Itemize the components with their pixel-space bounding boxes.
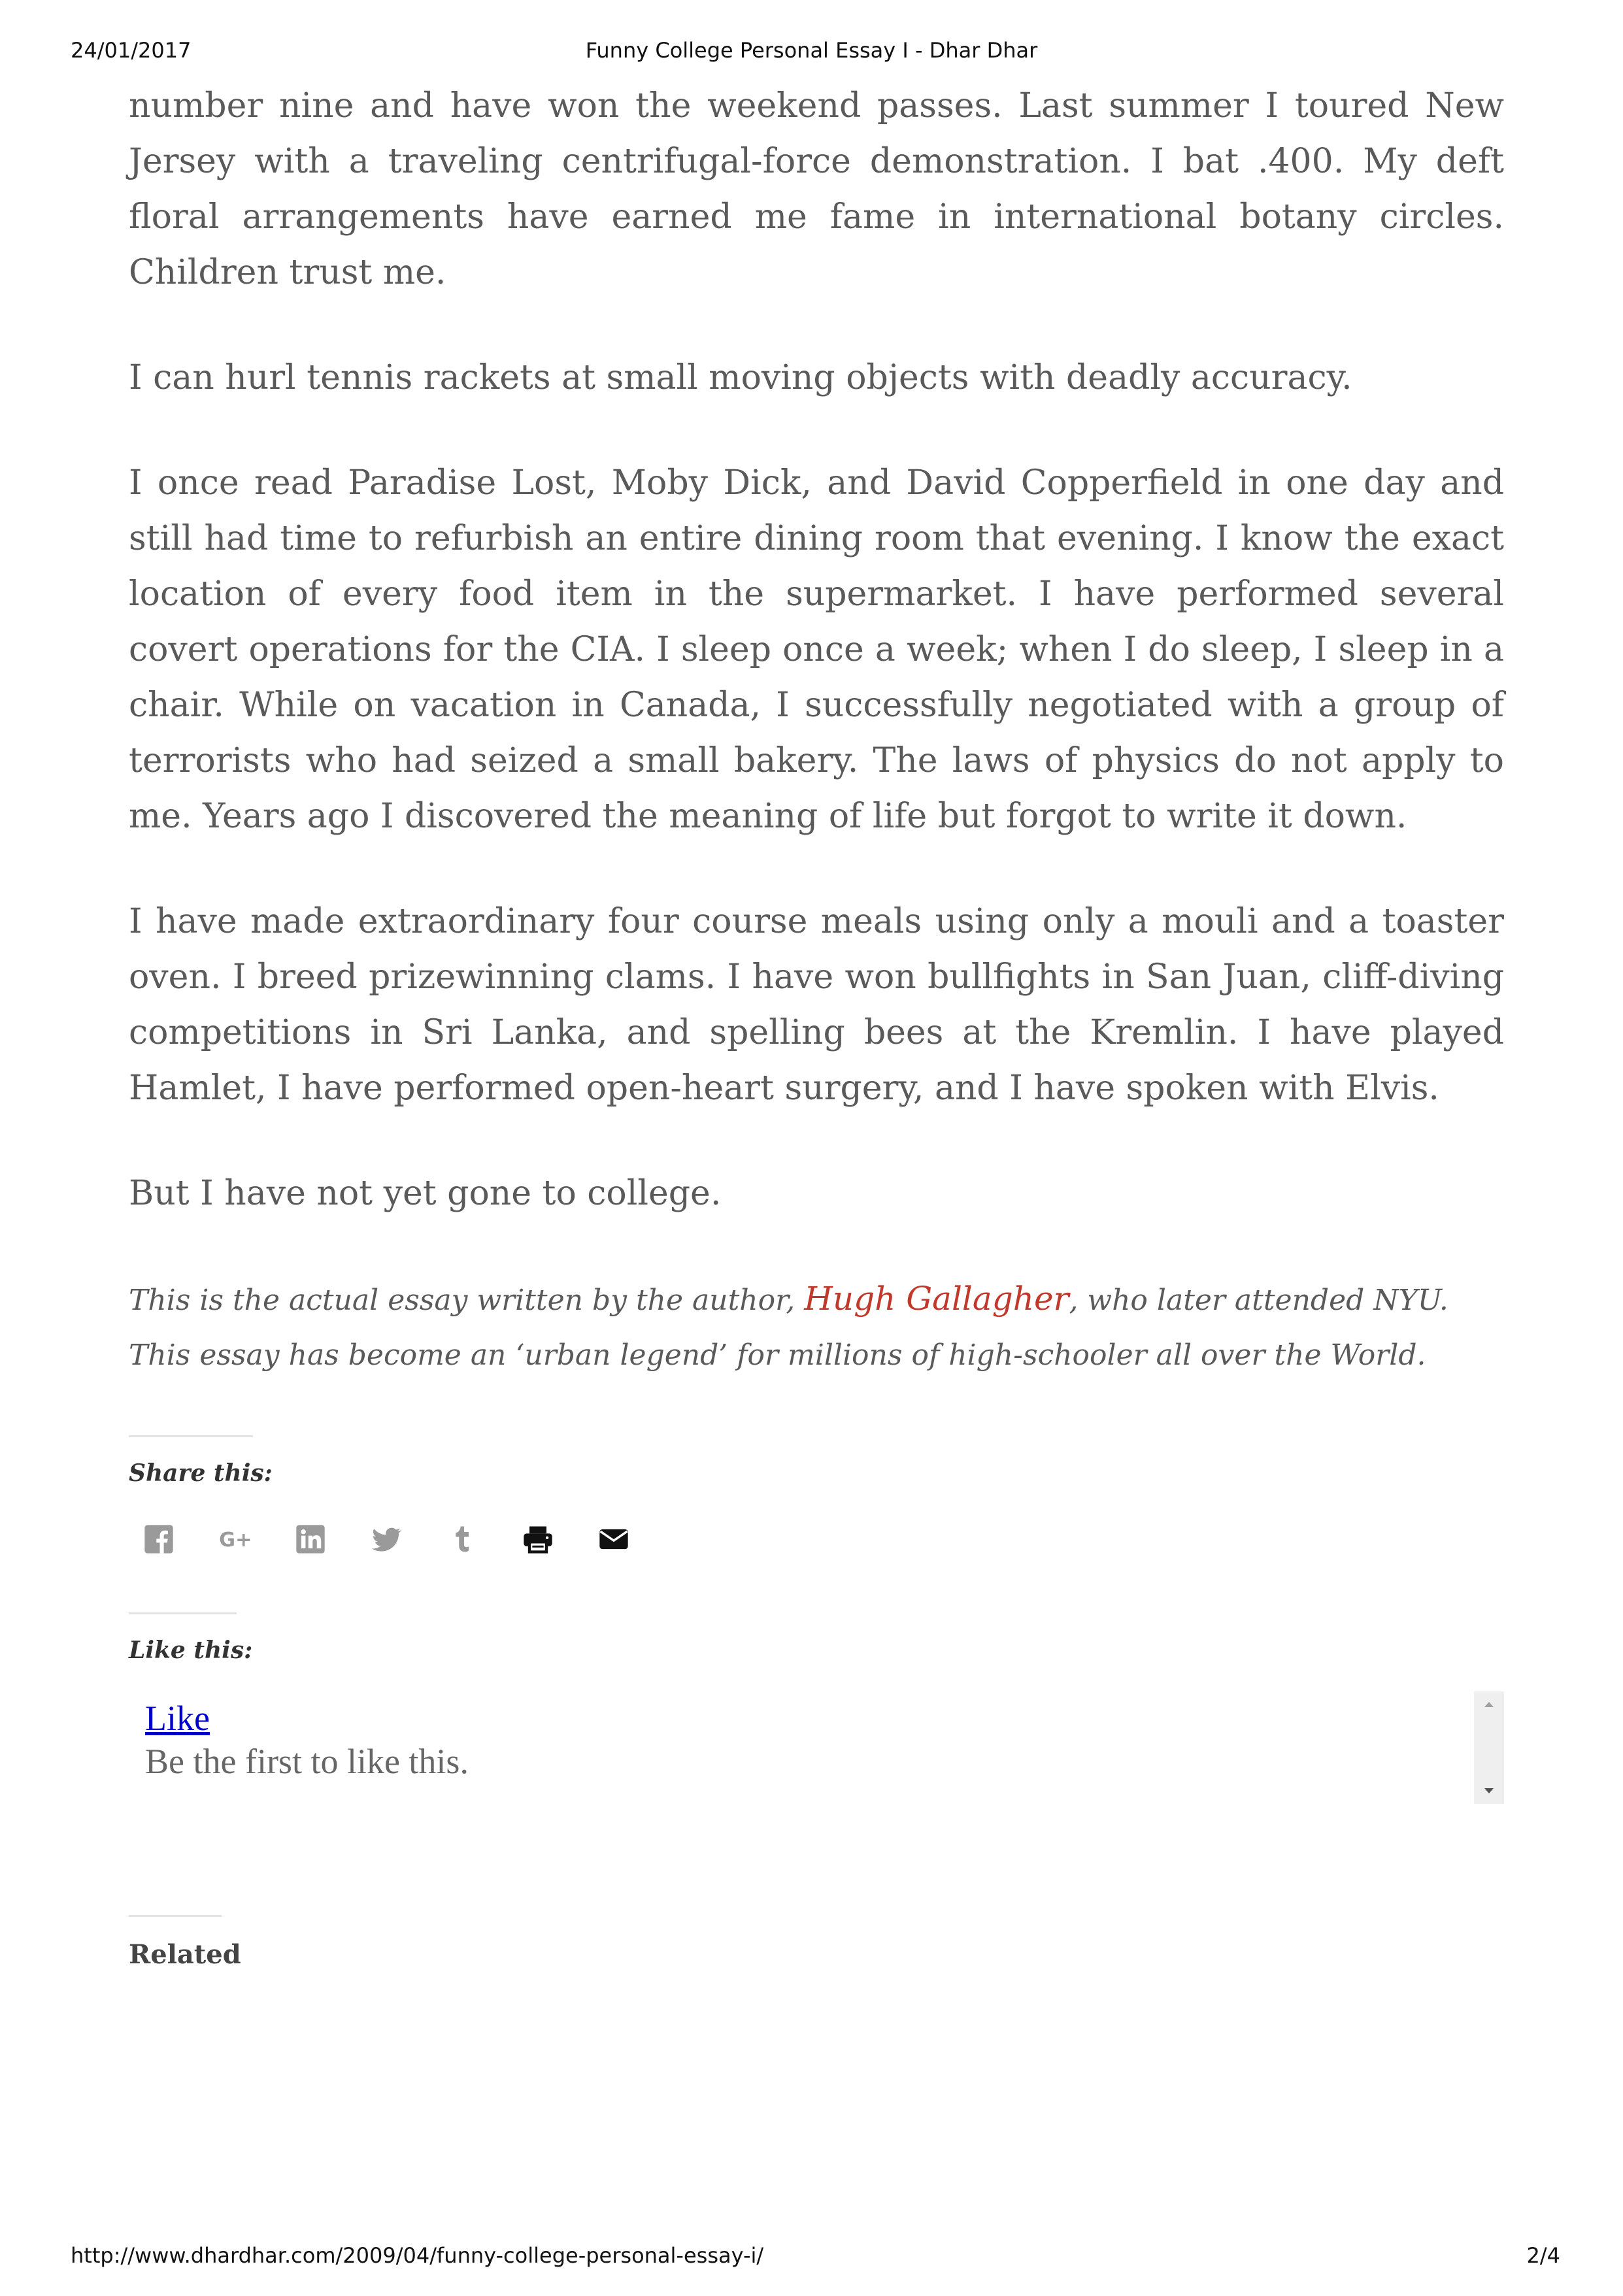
linkedin-icon[interactable] <box>293 1518 369 1560</box>
like-widget <box>129 1691 1504 1804</box>
twitter-icon[interactable] <box>369 1518 445 1560</box>
like-section <box>129 1612 1504 1804</box>
print-header <box>0 38 1623 68</box>
share-heading: Share this: <box>129 1459 273 1487</box>
author-note-before: This is the actual essay written by the author, <box>129 1284 805 1317</box>
print-url: http://www.dhardhar.com/2009/04/funny-college-personal-essay-i/ <box>71 2243 764 2268</box>
article-paragraph: I once read Paradise Lost, Moby Dick, and David Copperfield in one day and still had time to refurbish an entire dining room that evening. I know the exact location of every food item in the supermarket. I have performed several covert operations for the CIA. I sleep once a week; when I do sleep, I sleep in a chair. While on vacation in Canada, I successfully negotiated with a group of terrorists who had seized a small bakery. The laws of physics do not apply to me. Years ago I discovered the meaning of life but forgot to write it down. <box>129 463 1504 836</box>
page-number: 2/4 <box>1526 2243 1560 2268</box>
author-note-after: , who later attended NYU. This essay has become an ‘urban legend’ for millions of high-schooler all over the World. <box>129 1284 1448 1372</box>
article-paragraph: number nine and have won the weekend passes. Last summer I toured New Jersey with a traveling centrifugal-force demonstration. I bat .400. My deft floral arrangements have earned me fame in international botany circles. Children trust me. <box>129 86 1504 292</box>
like-button[interactable]: Like <box>145 1699 210 1738</box>
share-section <box>129 1435 1504 1560</box>
scroll-down-arrow-icon[interactable] <box>1474 1778 1504 1804</box>
like-count-text: Be the first to like this. <box>145 1742 469 1781</box>
email-icon[interactable] <box>597 1518 673 1560</box>
divider <box>129 1435 253 1437</box>
divider <box>129 1612 237 1614</box>
print-date: 24/01/2017 <box>71 38 192 63</box>
scroll-up-arrow-icon[interactable] <box>1474 1691 1504 1718</box>
article-content <box>129 78 1504 1970</box>
related-section <box>129 1915 1504 1970</box>
svg-text:G+: G+ <box>219 1528 252 1552</box>
print-icon[interactable] <box>521 1518 597 1560</box>
google-plus-icon[interactable] <box>218 1518 293 1560</box>
author-note <box>129 1271 1504 1383</box>
article-paragraph: But I have not yet gone to college. <box>129 1174 722 1213</box>
tumblr-icon[interactable] <box>445 1518 521 1560</box>
article-paragraph: I have made extraordinary four course meals using only a mouli and a toaster oven. I breed prizewinning clams. I have won bullfights in San Juan, cliff-diving competitions in Sri Lanka, and spelling bees at the Kremlin. I have played Hamlet, I have performed open-heart surgery, and I have spoken with Elvis. <box>129 902 1504 1108</box>
print-page-title: Funny College Personal Essay I - Dhar Dhar <box>585 38 1038 63</box>
divider <box>129 1915 222 1917</box>
like-widget-scrollbar[interactable] <box>1474 1691 1504 1804</box>
related-heading: Related <box>129 1939 241 1970</box>
print-footer <box>0 2243 1623 2273</box>
share-buttons <box>142 1518 1504 1560</box>
article-paragraph: I can hurl tennis rackets at small moving objects with deadly accuracy. <box>129 358 1352 397</box>
author-link[interactable]: Hugh Gallagher <box>804 1280 1069 1318</box>
like-heading: Like this: <box>129 1637 253 1664</box>
facebook-icon[interactable] <box>142 1518 218 1560</box>
